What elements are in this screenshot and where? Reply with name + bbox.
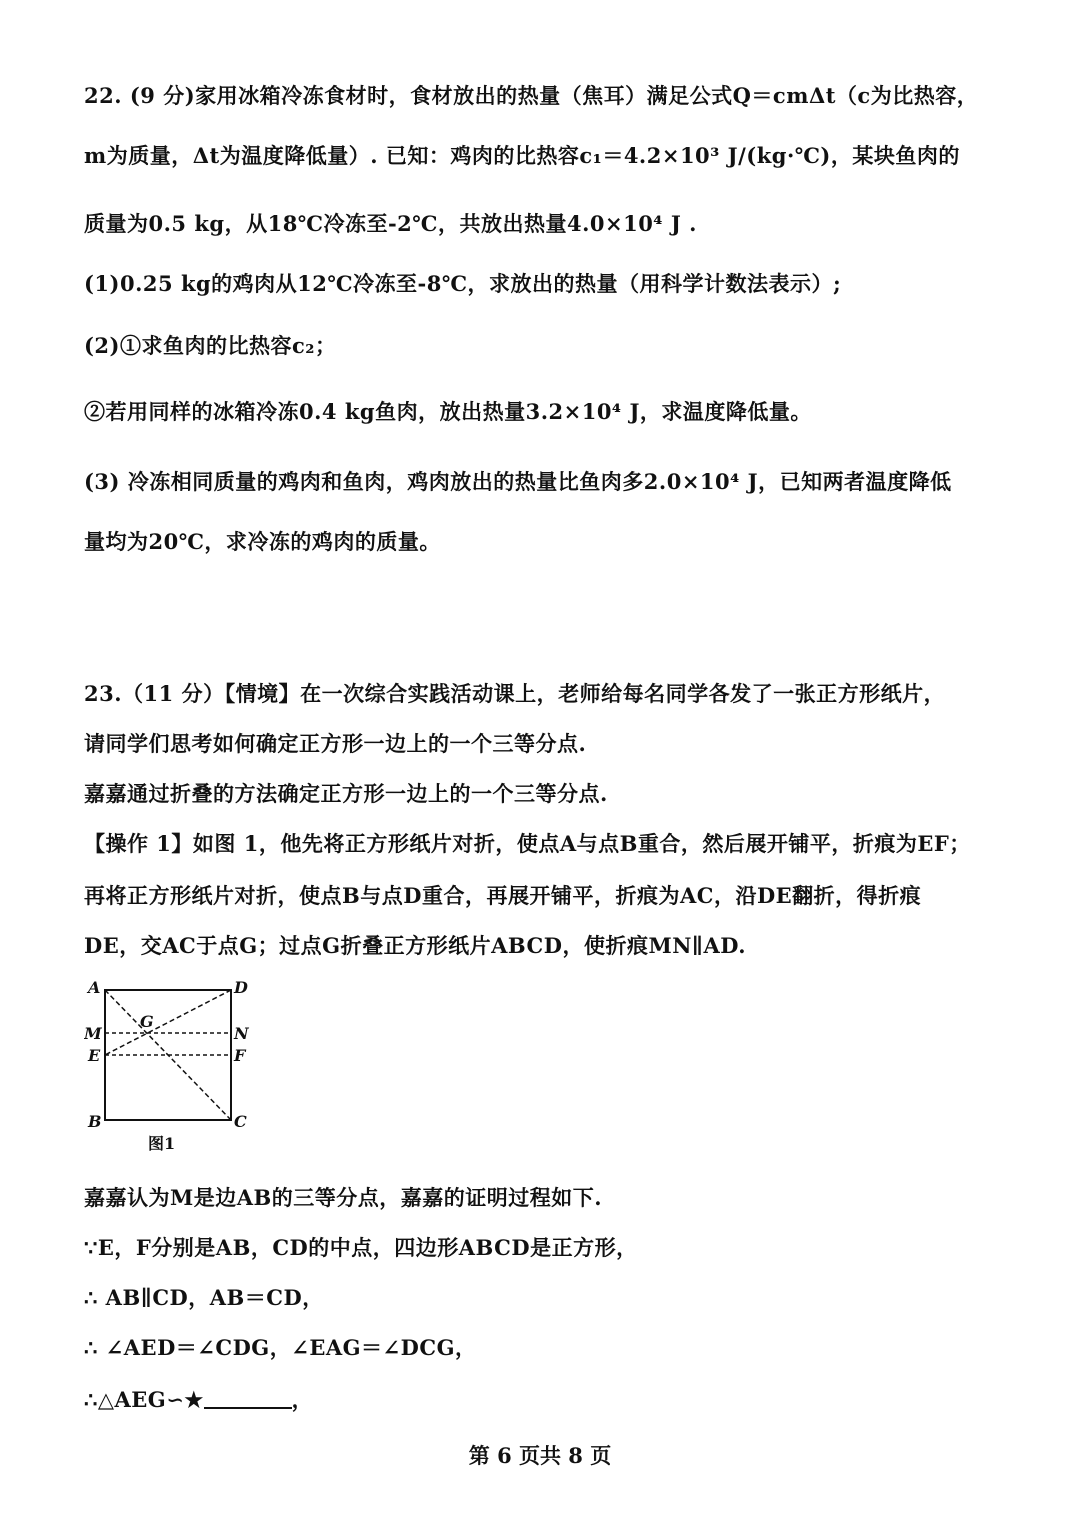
q23-line-6: DE，交AC于点G；过点G折叠正方形纸片ABCD，使折痕MN∥AD. [84,933,747,958]
q22-part-1: (1)0.25 kg的鸡肉从12℃冷冻至-8℃，求放出的热量（用科学计数法表示）; [84,271,842,296]
q23-line-11 [84,1384,313,1414]
q22-part-3-line-1: (3) 冷冻相同质量的鸡肉和鱼肉，鸡肉放出的热量比鱼肉多2.0×10⁴ J，已知两者温度降低 [84,469,952,494]
label-d: D [234,978,248,997]
q22-line-1: 22. (9 分)家用冰箱冷冻食材时，食材放出的热量（焦耳）满足公式Q＝cmΔt（c为比热容， [84,83,979,108]
label-m: M [84,1024,102,1043]
figure-caption: 图1 [148,1134,176,1153]
label-b: B [88,1112,102,1131]
q22-line-3: 质量为0.5 kg，从18℃冷冻至-2℃，共放出热量4.0×10⁴ J . [84,211,697,236]
q22-part-2-2: ②若用同样的冰箱冷冻0.4 kg鱼肉，放出热量3.2×10⁴ J，求温度降低量。 [84,399,812,424]
q23-line-10: ∴ ∠AED＝∠CDG，∠EAG＝∠DCG， [84,1335,477,1360]
q22-part-2-1: (2)①求鱼肉的比热容c₂； [84,333,337,358]
figure-1 [84,975,274,1155]
q23-line-7: 嘉嘉认为M是边AB的三等分点，嘉嘉的证明过程如下. [84,1185,603,1210]
q23-line-1: 23.（11 分）【情境】在一次综合实践活动课上，老师给每名同学各发了一张正方形纸片， [84,681,946,706]
page-footer: 第 6 页共 8 页 [468,1443,612,1468]
label-e: E [88,1046,101,1065]
label-a: A [88,978,101,997]
q22-line-2: m为质量，Δt为温度降低量）. 已知：鸡肉的比热容c₁＝4.2×10³ J/(kg·℃)，某块鱼肉的 [84,143,960,168]
q22-part-3-line-2: 量均为20℃，求冷冻的鸡肉的质量。 [84,529,441,554]
label-f: F [234,1046,246,1065]
q23-line-4: 【操作 1】如图 1，他先将正方形纸片对折，使点A与点B重合，然后展开铺平，折痕为EF； [84,831,971,856]
q23-line-5: 再将正方形纸片对折，使点B与点D重合，再展开铺平，折痕为AC，沿DE翻折，得折痕 [84,883,922,908]
label-c: C [234,1112,247,1131]
q23-line-11-text: ∴△AEG∽★ [84,1387,204,1412]
q23-line-3: 嘉嘉通过折叠的方法确定正方形一边上的一个三等分点. [84,781,608,806]
q23-line-2: 请同学们思考如何确定正方形一边上的一个三等分点. [84,731,587,756]
label-n: N [234,1024,249,1043]
q23-line-9: ∴ AB∥CD，AB＝CD， [84,1285,324,1310]
crease-de [105,990,231,1055]
q23-line-8: ∵E，F分别是AB，CD的中点，四边形ABCD是正方形， [84,1235,638,1260]
figure-1-diagram [84,975,274,1155]
q23-line-11-end: ， [291,1387,314,1412]
label-g: G [140,1012,154,1031]
answer-blank[interactable] [204,1387,292,1409]
